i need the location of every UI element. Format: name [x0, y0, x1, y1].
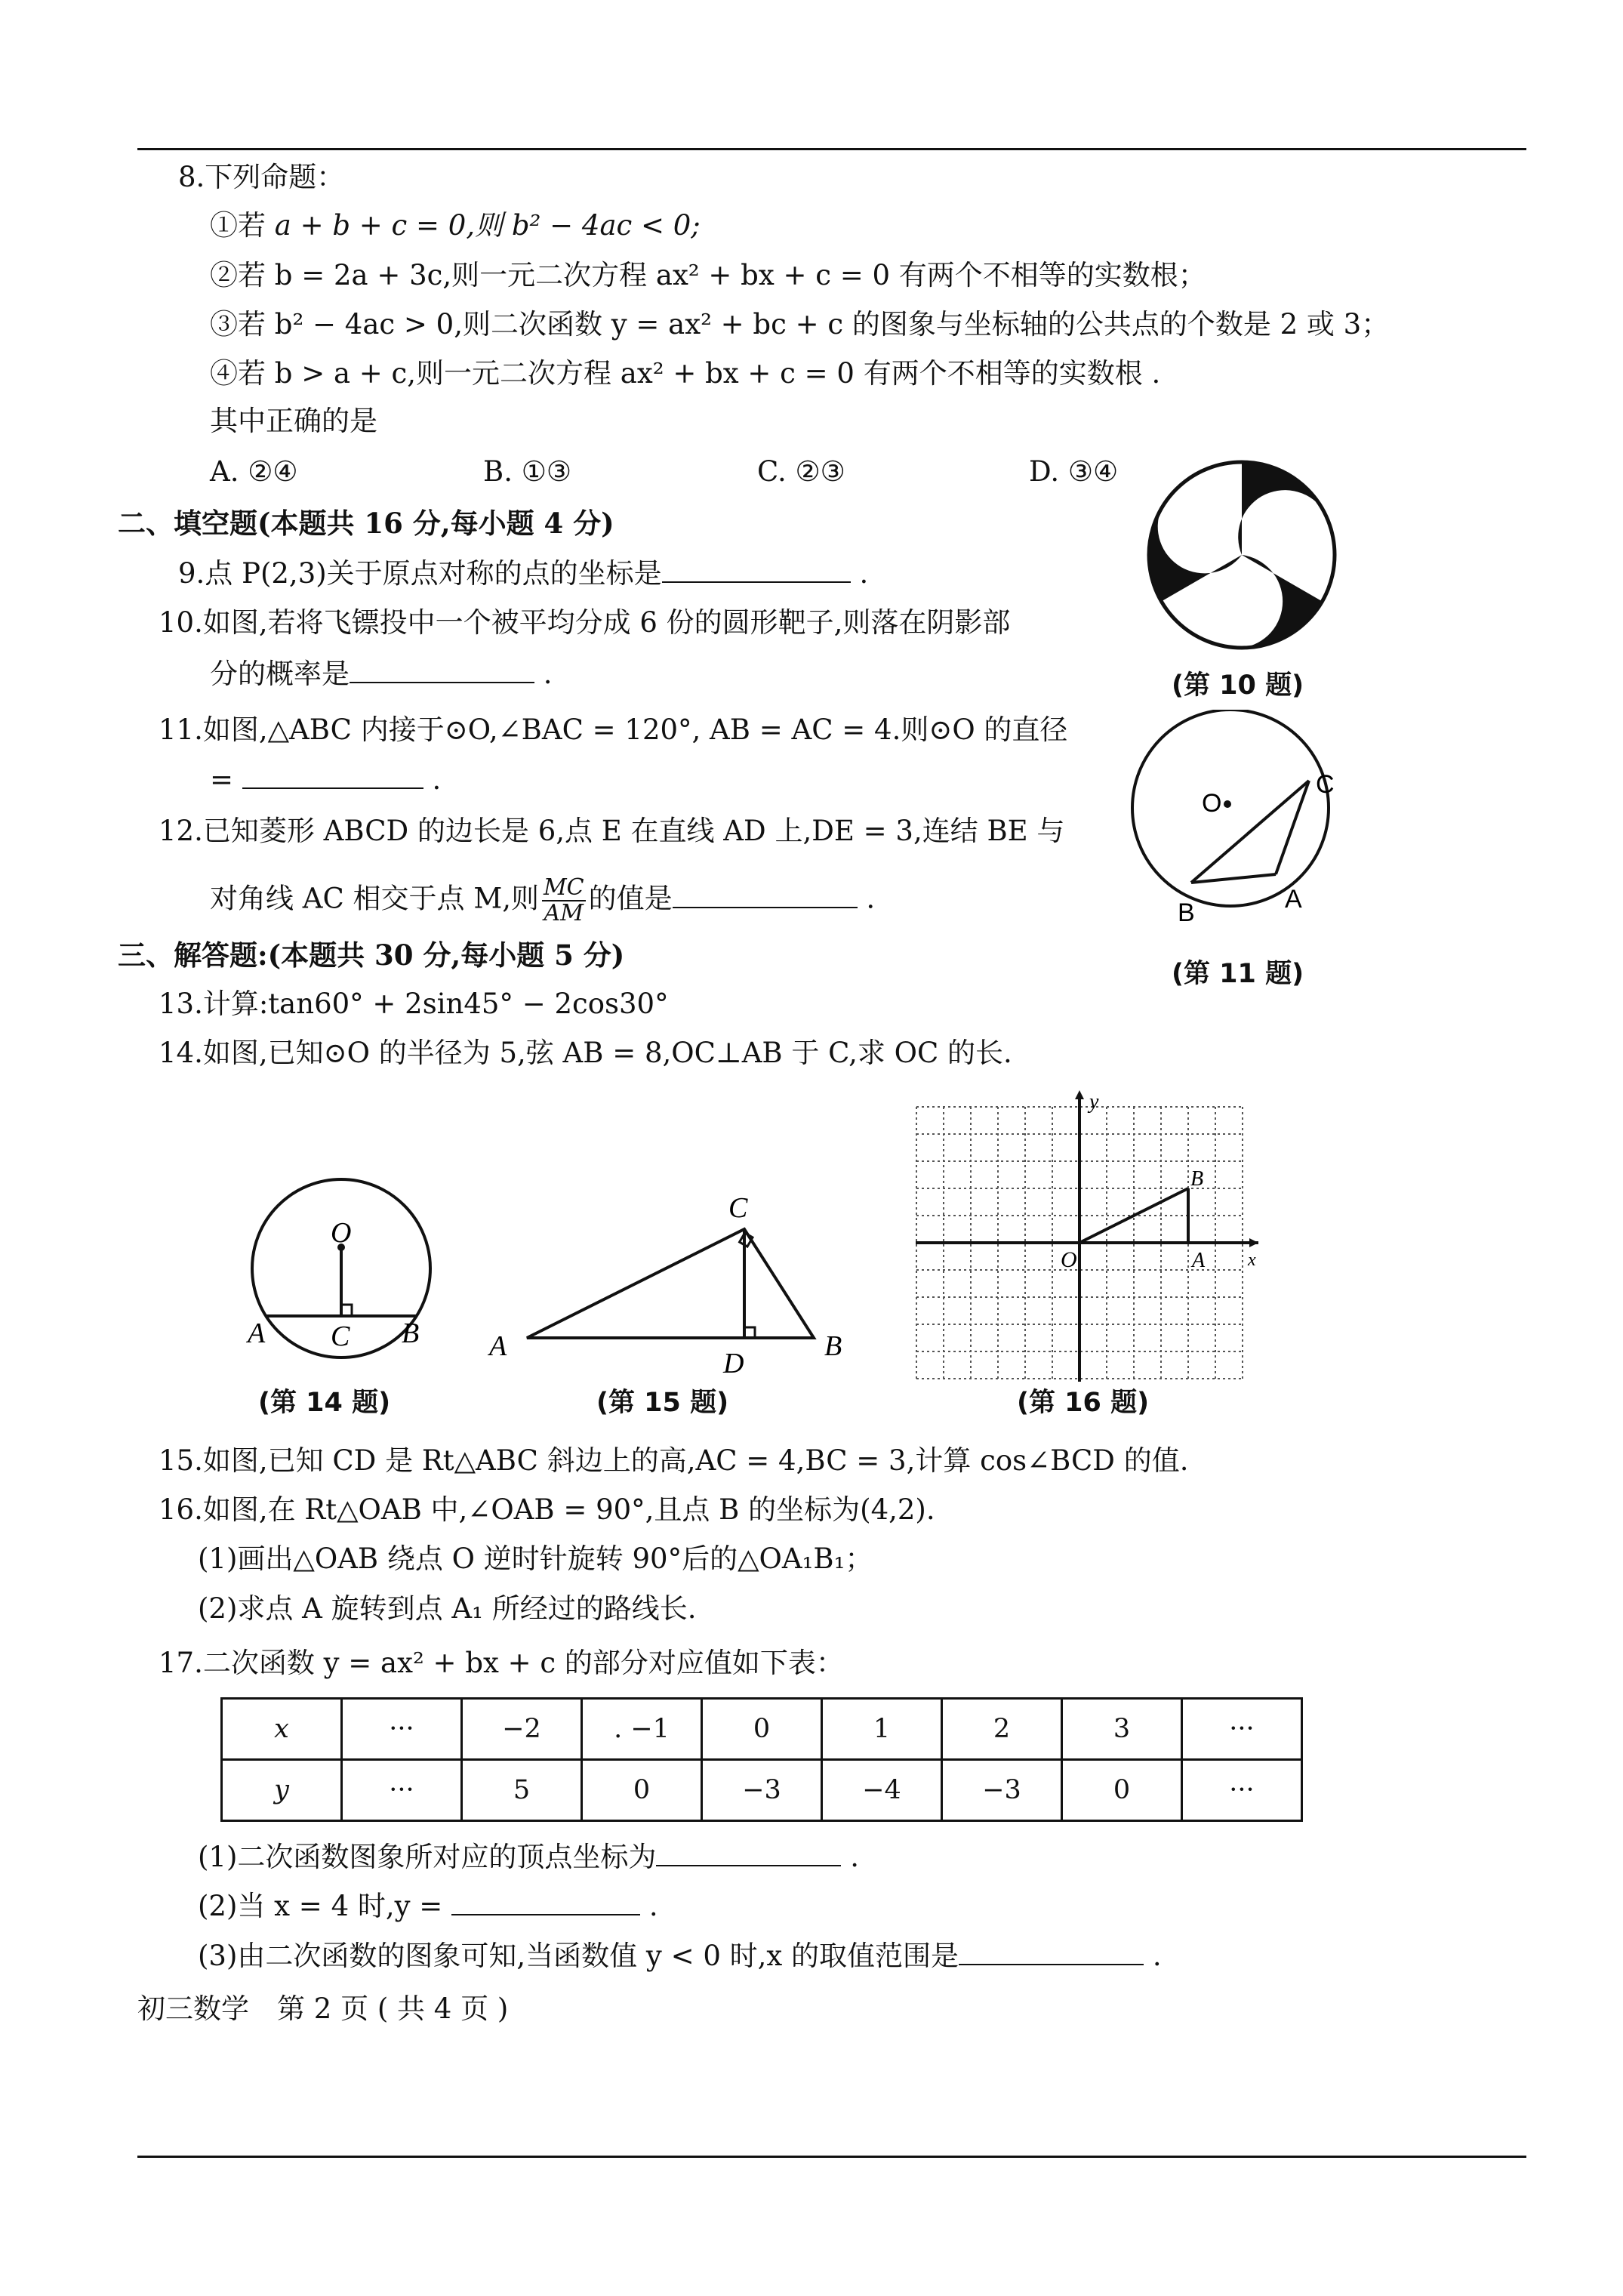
- q8-option-c: C. ②③: [757, 455, 845, 488]
- q17-2-answer-blank[interactable]: [451, 1888, 640, 1915]
- table-cell: . −1: [582, 1699, 702, 1760]
- q9: 9.点 P(2,3)关于原点对称的点的坐标是 .: [178, 557, 869, 590]
- label-o: O: [1061, 1247, 1077, 1272]
- q8-ask: 其中正确的是: [210, 405, 377, 437]
- q16: 16.如图,在 Rt△OAB 中,∠OAB = 90°,且点 B 的坐标为(4,2).: [159, 1493, 935, 1526]
- q17-3-answer-blank[interactable]: [959, 1938, 1144, 1965]
- q9-answer-blank[interactable]: [662, 556, 851, 583]
- q14: 14.如图,已知⊙O 的半径为 5,弦 AB = 8,OC⊥AB 于 C,求 OC 的长.: [159, 1037, 1012, 1069]
- q8-option-d: D. ③④: [1029, 455, 1119, 488]
- caption-q14: (第 14 题): [258, 1388, 391, 1418]
- table-cell: 5: [462, 1760, 582, 1821]
- q8-stem: 8.下列命题：: [178, 161, 345, 193]
- label-a: A: [1192, 1249, 1206, 1272]
- q16-part-2: (2)求点 A 旋转到点 A₁ 所经过的路线长.: [198, 1592, 697, 1625]
- q15: 15.如图,已知 CD 是 Rt△ABC 斜边上的高,AC = 4,BC = 3,计算 cos∠BCD 的值.: [159, 1444, 1189, 1477]
- target-pinwheel-figure: [1144, 457, 1340, 653]
- label-b: B: [1178, 898, 1195, 927]
- q11-line-1: 11.如图,△ABC 内接于⊙O,∠BAC = 120°, AB = AC = 4.则⊙O 的直径: [159, 713, 1068, 746]
- q10-line-2: 分的概率是 .: [210, 658, 553, 690]
- caption-q15: (第 15 题): [596, 1388, 729, 1418]
- q17-part-1: (1)二次函数图象所对应的顶点坐标为 .: [198, 1841, 859, 1873]
- table-cell: ···: [1182, 1760, 1302, 1821]
- table-cell: ···: [1182, 1699, 1302, 1760]
- q17-value-table: [220, 1697, 1303, 1822]
- table-cell: 2: [942, 1699, 1062, 1760]
- q12-line-2: 对角线 AC 相交于点 M,则 $\frac{MC}{AM}$ 的值是 .: [210, 874, 876, 926]
- table-row-x: [222, 1699, 1302, 1760]
- circle-triangle-figure-q11: [1117, 710, 1359, 929]
- label-o: O: [331, 1217, 352, 1249]
- label-c: C: [1316, 770, 1335, 799]
- q8-item-3: ③若 b² − 4ac > 0,则二次函数 y = ax² + bc + c 的图象与坐标轴的公共点的个数是 2 或 3；: [210, 308, 1390, 341]
- q8-item-2: ②若 b = 2a + 3c,则一元二次方程 ax² + bx + c = 0 有两个不相等的实数根；: [210, 259, 1206, 291]
- table-cell: 1: [822, 1699, 942, 1760]
- table-cell: 0: [1062, 1760, 1182, 1821]
- q17-1-answer-blank[interactable]: [656, 1839, 841, 1866]
- table-cell: −3: [942, 1760, 1062, 1821]
- table-cell: 0: [702, 1699, 822, 1760]
- q8-option-a: A. ②④: [210, 455, 298, 488]
- label-b: B: [824, 1330, 842, 1362]
- table-cell: −4: [822, 1760, 942, 1821]
- grid-triangle-figure-q16: [910, 1087, 1264, 1389]
- q12-answer-blank[interactable]: [673, 881, 858, 908]
- label-a: A: [1285, 885, 1302, 914]
- table-cell: 3: [1062, 1699, 1182, 1760]
- table-cell: −3: [702, 1760, 822, 1821]
- circle-chord-figure-q14: [242, 1178, 445, 1374]
- q17: 17.二次函数 y = ax² + bx + c 的部分对应值如下表：: [159, 1647, 844, 1679]
- q11-answer-blank[interactable]: [242, 762, 423, 789]
- q12-fraction: $\frac{MC}{AM}$: [543, 874, 584, 926]
- q11-line-2: = .: [210, 763, 442, 796]
- q13: 13.计算:tan60° + 2sin45° − 2cos30°: [159, 988, 669, 1020]
- caption-q11: (第 11 题): [1172, 959, 1304, 989]
- label-a: A: [489, 1330, 507, 1362]
- q12-line-1: 12.已知菱形 ABCD 的边长是 6,点 E 在直线 AD 上,DE = 3,连结 BE 与: [159, 815, 1065, 847]
- table-cell: x: [222, 1699, 342, 1760]
- label-x: x: [1248, 1250, 1256, 1270]
- table-cell: ···: [342, 1699, 462, 1760]
- table-row-y: [222, 1760, 1302, 1821]
- q10-line-1: 10.如图,若将飞镖投中一个被平均分成 6 份的圆形靶子,则落在阴影部: [159, 606, 1011, 639]
- q17-part-3: (3)由二次函数的图象可知,当函数值 y < 0 时,x 的取值范围是 .: [198, 1940, 1162, 1972]
- section-3-title: 三、解答题:(本题共 30 分,每小题 5 分): [118, 938, 625, 972]
- label-c: C: [728, 1192, 748, 1224]
- table-cell: ···: [342, 1760, 462, 1821]
- table-cell: y: [222, 1760, 342, 1821]
- label-c: C: [331, 1321, 350, 1352]
- page-footer: 初三数学 第 2 页 ( 共 4 页 ): [137, 1992, 509, 2025]
- q8-item-1: ①若 a + b + c = 0,则 b² − 4ac < 0;: [210, 209, 701, 242]
- section-2-title: 二、填空题(本题共 16 分,每小题 4 分): [118, 507, 614, 540]
- label-o: O: [1202, 789, 1222, 818]
- caption-q10: (第 10 题): [1172, 670, 1304, 701]
- right-triangle-figure-q15: [483, 1170, 868, 1382]
- label-b: B: [1190, 1167, 1204, 1191]
- table-cell: 0: [582, 1760, 702, 1821]
- top-rule: [137, 148, 1526, 150]
- q8-item-4: ④若 b > a + c,则一元二次方程 ax² + bx + c = 0 有两个不相等的实数根 .: [210, 357, 1161, 390]
- table-cell: −2: [462, 1699, 582, 1760]
- label-b: B: [402, 1318, 420, 1349]
- label-y: y: [1089, 1090, 1099, 1114]
- label-a: A: [248, 1318, 266, 1349]
- q17-part-2: (2)当 x = 4 时,y = .: [198, 1890, 658, 1922]
- label-d: D: [723, 1348, 744, 1379]
- q16-part-1: (1)画出△OAB 绕点 O 逆时针旋转 90°后的△OA₁B₁；: [198, 1542, 873, 1575]
- bottom-rule: [137, 2156, 1526, 2158]
- caption-q16: (第 16 题): [1017, 1388, 1150, 1418]
- q8-option-b: B. ①③: [483, 455, 572, 488]
- q10-answer-blank[interactable]: [350, 656, 534, 683]
